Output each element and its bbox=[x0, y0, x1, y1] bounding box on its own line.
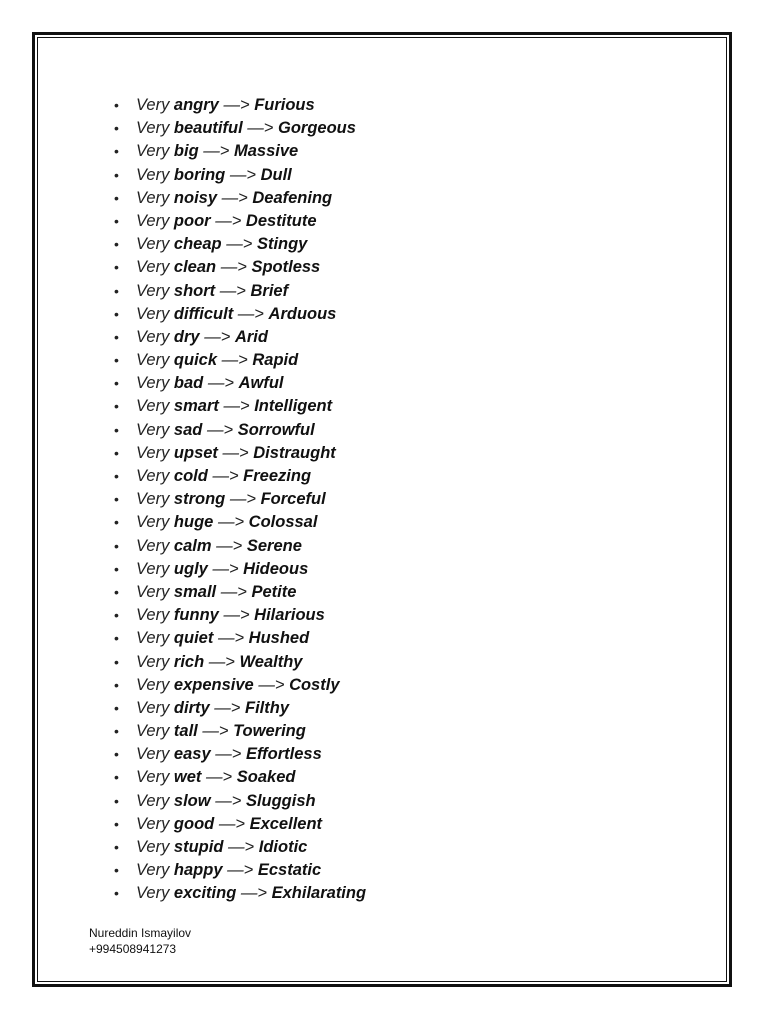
list-item bbox=[112, 233, 366, 256]
arrow-symbol: —> bbox=[228, 838, 255, 856]
arrow-symbol: —> bbox=[229, 165, 256, 184]
bullet-icon: • bbox=[114, 885, 119, 902]
synonym-word: Awful bbox=[238, 374, 284, 393]
synonym-word: Massive bbox=[234, 142, 299, 161]
list-item bbox=[112, 697, 366, 720]
arrow-symbol: —> bbox=[206, 768, 233, 787]
very-prefix: Very bbox=[136, 281, 170, 300]
bullet-icon: • bbox=[114, 444, 119, 461]
arrow-symbol: —> bbox=[216, 536, 243, 555]
word-list bbox=[112, 94, 366, 906]
arrow-symbol: —> bbox=[219, 281, 246, 300]
base-word: cold bbox=[173, 467, 208, 485]
list-item bbox=[112, 164, 366, 187]
very-prefix: Very bbox=[136, 559, 170, 578]
base-word: noisy bbox=[173, 188, 218, 207]
very-prefix: Very bbox=[136, 142, 170, 161]
arrow-symbol: —> bbox=[222, 443, 249, 462]
list-item bbox=[112, 442, 366, 465]
very-prefix: Very bbox=[136, 675, 170, 694]
bullet-icon: • bbox=[114, 653, 119, 670]
very-prefix: Very bbox=[136, 165, 170, 184]
very-prefix: Very bbox=[136, 258, 170, 277]
bullet-icon: • bbox=[114, 375, 119, 392]
bullet-icon: • bbox=[114, 212, 119, 229]
list-item bbox=[112, 280, 366, 303]
base-word: huge bbox=[173, 513, 214, 532]
arrow-symbol: —> bbox=[208, 652, 235, 671]
footer bbox=[89, 925, 191, 957]
bullet-icon: • bbox=[114, 166, 119, 183]
base-word: beautiful bbox=[173, 119, 243, 138]
synonym-word: Spotless bbox=[251, 258, 321, 277]
list-item bbox=[112, 488, 366, 511]
very-prefix: Very bbox=[136, 235, 170, 254]
synonym-word: Dull bbox=[260, 165, 292, 184]
list-item bbox=[112, 790, 366, 813]
arrow-symbol: —> bbox=[223, 397, 250, 416]
bullet-icon: • bbox=[114, 491, 119, 508]
base-word: wet bbox=[173, 768, 202, 787]
synonym-word: Arid bbox=[234, 327, 268, 346]
base-word: strong bbox=[173, 490, 226, 509]
list-item bbox=[112, 882, 366, 905]
very-prefix: Very bbox=[136, 722, 170, 741]
arrow-symbol: —> bbox=[204, 327, 231, 346]
arrow-symbol: —> bbox=[247, 119, 274, 138]
base-word: happy bbox=[173, 861, 223, 880]
list-item bbox=[112, 349, 366, 372]
author-phone: +994508941273 bbox=[89, 942, 177, 956]
very-prefix: Very bbox=[136, 211, 170, 230]
bullet-icon: • bbox=[114, 769, 119, 786]
base-word: ugly bbox=[173, 559, 208, 578]
bullet-icon: • bbox=[114, 815, 119, 832]
very-prefix: Very bbox=[136, 188, 170, 207]
synonym-word: Hilarious bbox=[254, 606, 325, 625]
bullet-icon: • bbox=[114, 630, 119, 647]
base-word: angry bbox=[173, 96, 219, 114]
synonym-word: Towering bbox=[233, 722, 306, 741]
very-prefix: Very bbox=[136, 791, 170, 810]
base-word: good bbox=[173, 814, 215, 833]
base-word: rich bbox=[173, 652, 205, 671]
arrow-symbol: —> bbox=[215, 211, 242, 230]
base-word: bad bbox=[173, 374, 204, 393]
base-word: dry bbox=[173, 327, 200, 346]
very-prefix: Very bbox=[136, 304, 170, 323]
base-word: quick bbox=[173, 351, 218, 370]
arrow-symbol: —> bbox=[223, 606, 250, 625]
synonym-word: Hideous bbox=[243, 559, 309, 578]
arrow-symbol: —> bbox=[206, 420, 234, 439]
synonym-word: Ecstatic bbox=[257, 861, 322, 880]
synonym-word: Sorrowful bbox=[237, 420, 315, 439]
base-word: short bbox=[173, 281, 216, 300]
bullet-icon: • bbox=[114, 537, 119, 554]
very-prefix: Very bbox=[136, 467, 170, 485]
very-prefix: Very bbox=[136, 884, 170, 903]
synonym-word: Freezing bbox=[243, 467, 312, 485]
synonym-word: Effortless bbox=[245, 745, 322, 764]
synonym-word: Idiotic bbox=[258, 838, 308, 856]
very-prefix: Very bbox=[136, 536, 170, 555]
very-prefix: Very bbox=[136, 96, 170, 114]
base-word: small bbox=[173, 582, 217, 601]
arrow-symbol: —> bbox=[215, 745, 242, 764]
list-item bbox=[112, 859, 366, 882]
list-item bbox=[112, 395, 366, 418]
synonym-word: Arduous bbox=[268, 304, 337, 323]
bullet-icon: • bbox=[114, 607, 119, 624]
bullet-icon: • bbox=[114, 723, 119, 740]
arrow-symbol: —> bbox=[240, 884, 268, 903]
arrow-symbol: —> bbox=[215, 791, 242, 810]
synonym-word: Forceful bbox=[260, 490, 326, 509]
list-item bbox=[112, 465, 366, 488]
synonym-word: Furious bbox=[254, 96, 315, 114]
base-word: big bbox=[173, 142, 199, 161]
very-prefix: Very bbox=[136, 443, 170, 462]
bullet-icon: • bbox=[114, 328, 119, 345]
list-item bbox=[112, 651, 366, 674]
very-prefix: Very bbox=[136, 582, 170, 601]
base-word: quiet bbox=[173, 629, 214, 648]
base-word: expensive bbox=[173, 675, 254, 694]
synonym-word: Destitute bbox=[245, 211, 317, 230]
base-word: upset bbox=[173, 443, 218, 462]
list-item bbox=[112, 210, 366, 233]
synonym-word: Deafening bbox=[252, 188, 333, 207]
base-word: exciting bbox=[173, 884, 237, 903]
base-word: smart bbox=[173, 397, 219, 416]
arrow-symbol: —> bbox=[227, 861, 254, 880]
list-item bbox=[112, 326, 366, 349]
list-item bbox=[112, 604, 366, 627]
list-item bbox=[112, 558, 366, 581]
very-prefix: Very bbox=[136, 351, 170, 370]
list-item bbox=[112, 836, 366, 859]
list-item bbox=[112, 511, 366, 534]
arrow-symbol: —> bbox=[207, 374, 234, 393]
author-name: Nureddin Ismayilov bbox=[89, 926, 192, 940]
base-word: calm bbox=[173, 536, 212, 555]
bullet-icon: • bbox=[114, 839, 119, 855]
list-item bbox=[112, 720, 366, 743]
arrow-symbol: —> bbox=[229, 490, 256, 509]
very-prefix: Very bbox=[136, 327, 170, 346]
synonym-word: Hushed bbox=[248, 629, 310, 648]
bullet-icon: • bbox=[114, 583, 119, 600]
bullet-icon: • bbox=[114, 398, 119, 415]
arrow-symbol: —> bbox=[212, 559, 239, 578]
list-item bbox=[112, 94, 366, 117]
very-prefix: Very bbox=[136, 374, 170, 393]
arrow-symbol: —> bbox=[220, 258, 247, 277]
arrow-symbol: —> bbox=[212, 467, 239, 485]
synonym-word: Serene bbox=[246, 536, 302, 555]
bullet-icon: • bbox=[114, 352, 119, 369]
synonym-word: Colossal bbox=[248, 513, 318, 532]
base-word: sad bbox=[173, 420, 203, 439]
base-word: cheap bbox=[173, 235, 222, 254]
very-prefix: Very bbox=[136, 838, 170, 856]
very-prefix: Very bbox=[136, 652, 170, 671]
synonym-word: Stingy bbox=[256, 235, 308, 254]
list-item bbox=[112, 419, 366, 442]
list-item bbox=[112, 535, 366, 558]
list-item bbox=[112, 187, 366, 210]
list-item bbox=[112, 627, 366, 650]
arrow-symbol: —> bbox=[221, 351, 248, 370]
list-item bbox=[112, 813, 366, 836]
synonym-word: Exhilarating bbox=[271, 884, 367, 903]
base-word: difficult bbox=[173, 304, 234, 323]
bullet-icon: • bbox=[114, 259, 119, 276]
synonym-word: Costly bbox=[289, 675, 340, 694]
arrow-symbol: —> bbox=[223, 96, 250, 114]
base-word: tall bbox=[173, 722, 198, 741]
bullet-icon: • bbox=[114, 699, 119, 716]
synonym-word: Sluggish bbox=[245, 791, 316, 810]
bullet-icon: • bbox=[114, 143, 119, 160]
list-item bbox=[112, 674, 366, 697]
arrow-symbol: —> bbox=[202, 722, 229, 741]
very-prefix: Very bbox=[136, 768, 170, 787]
synonym-word: Gorgeous bbox=[278, 119, 356, 138]
very-prefix: Very bbox=[136, 420, 170, 439]
bullet-icon: • bbox=[114, 792, 119, 809]
arrow-symbol: —> bbox=[237, 304, 264, 323]
very-prefix: Very bbox=[136, 513, 170, 532]
arrow-symbol: —> bbox=[226, 235, 253, 254]
list-item bbox=[112, 303, 366, 326]
very-prefix: Very bbox=[136, 490, 170, 509]
base-word: funny bbox=[173, 606, 219, 625]
bullet-icon: • bbox=[114, 120, 119, 137]
synonym-word: Intelligent bbox=[254, 397, 333, 416]
very-prefix: Very bbox=[136, 629, 170, 648]
bullet-icon: • bbox=[114, 560, 119, 577]
base-word: easy bbox=[173, 745, 211, 764]
list-item bbox=[112, 117, 366, 140]
very-prefix: Very bbox=[136, 814, 170, 833]
list-item bbox=[112, 743, 366, 766]
bullet-icon: • bbox=[114, 514, 119, 531]
arrow-symbol: —> bbox=[217, 629, 245, 648]
bullet-icon: • bbox=[114, 421, 119, 438]
list-item bbox=[112, 581, 366, 604]
base-word: clean bbox=[173, 258, 217, 277]
very-prefix: Very bbox=[136, 698, 170, 717]
list-item bbox=[112, 766, 366, 789]
synonym-word: Brief bbox=[250, 281, 289, 300]
bullet-icon: • bbox=[114, 676, 119, 693]
very-prefix: Very bbox=[136, 606, 170, 625]
base-word: dirty bbox=[173, 698, 210, 717]
list-item bbox=[112, 372, 366, 395]
bullet-icon: • bbox=[114, 746, 119, 763]
arrow-symbol: —> bbox=[221, 188, 248, 207]
arrow-symbol: —> bbox=[217, 513, 245, 532]
synonym-word: Soaked bbox=[236, 768, 296, 787]
very-prefix: Very bbox=[136, 397, 170, 416]
synonym-word: Filthy bbox=[245, 698, 290, 717]
bullet-icon: • bbox=[114, 189, 119, 206]
very-prefix: Very bbox=[136, 745, 170, 764]
synonym-word: Distraught bbox=[253, 443, 336, 462]
bullet-icon: • bbox=[114, 282, 119, 299]
arrow-symbol: —> bbox=[203, 142, 230, 161]
arrow-symbol: —> bbox=[220, 582, 247, 601]
bullet-icon: • bbox=[114, 468, 119, 484]
synonym-word: Excellent bbox=[249, 814, 323, 833]
arrow-symbol: —> bbox=[218, 814, 245, 833]
arrow-symbol: —> bbox=[214, 698, 241, 717]
base-word: poor bbox=[173, 211, 211, 230]
bullet-icon: • bbox=[114, 97, 119, 113]
bullet-icon: • bbox=[114, 236, 119, 253]
arrow-symbol: —> bbox=[258, 675, 285, 694]
synonym-word: Wealthy bbox=[239, 652, 303, 671]
base-word: stupid bbox=[173, 838, 224, 856]
very-prefix: Very bbox=[136, 861, 170, 880]
base-word: slow bbox=[173, 791, 211, 810]
list-item bbox=[112, 140, 366, 163]
very-prefix: Very bbox=[136, 119, 170, 138]
list-item bbox=[112, 256, 366, 279]
bullet-icon: • bbox=[114, 862, 119, 879]
bullet-icon: • bbox=[114, 305, 119, 322]
synonym-word: Petite bbox=[251, 582, 297, 601]
synonym-word: Rapid bbox=[252, 351, 299, 370]
base-word: boring bbox=[173, 165, 226, 184]
